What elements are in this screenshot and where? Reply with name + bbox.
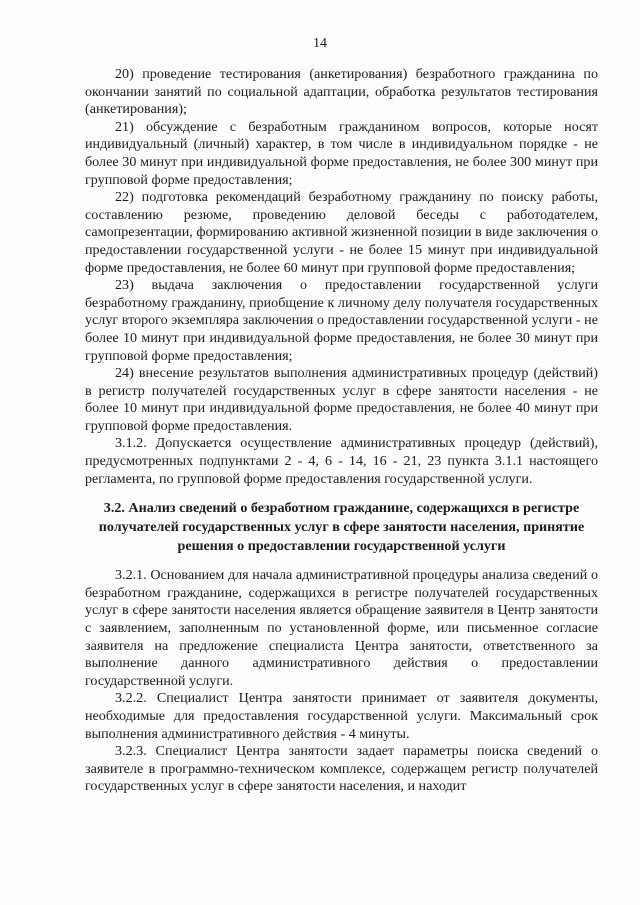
section-spacer — [85, 556, 598, 567]
section-spacer — [85, 488, 598, 499]
clause-3-2-2: 3.2.2. Специалист Центра занятости принимает от заявителя документы, необходимые для предоставления государственной услуги. Максимальный срок выполнения административного действия - 4 минуты. — [85, 690, 598, 742]
list-item-24: 24) внесение результатов выполнения административных процедур (действий) в регистр получателей государственных услуг в сфере занятости населения - не более 10 минут при индивидуальной форме предоставления, не более 40 минут при групповой форме предоставления. — [85, 365, 598, 434]
clause-3-2-3: 3.2.3. Специалист Центра занятости задает параметры поиска сведений о заявителе в программно-техническом комплексе, содержащем регистр получателей государственных услуг в сфере занятости населения, и находит — [85, 743, 598, 795]
section-heading: 3.2. Анализ сведений о безработном гражданине, содержащихся в регистре получателей государственных услуг в сфере занятости населения, принятие решения о предоставлении государственной услуги — [98, 500, 585, 555]
clause-3-2-1: 3.2.1. Основанием для начала административной процедуры анализа сведений о безработном гражданине, содержащихся в регистре получателей государственных услуг в сфере занятости населения является обращение заявителя в Центр занятости с заявлением, заполненным по установленной форме, или письменное согласие заявителя на предложение специалиста Центра занятости, ответственного за выполнение данного административного действия о предоставлении государственной услуги. — [85, 567, 598, 689]
list-item-22: 22) подготовка рекомендаций безработному гражданину по поиску работы, составлению резюме, проведению деловой беседы с работодателем, самопрезентации, формированию активной жизненной позиции в виде заключения о предоставлении государственной услуги - не более 15 минут при индивидуальной форме предоставления, не более 60 минут при групповой форме предоставления; — [85, 189, 598, 276]
page-number: 14 — [313, 36, 327, 51]
list-item-21: 21) обсуждение с безработным гражданином вопросов, которые носят индивидуальный (личный) характер, в том числе в индивидуальном порядке - не более 30 минут при индивидуальной форме предоставления, не более 300 минут при групповой форме предоставления; — [85, 118, 598, 188]
list-item-20: 20) проведение тестирования (анкетирования) безработного гражданина по окончании занятий по социальной адаптации, обработка результатов тестирования (анкетирования); — [85, 66, 598, 118]
page-content — [85, 66, 598, 796]
list-item-23: 23) выдача заключения о предоставлении государственной услуги безработному гражданину, приобщение к личному делу получателя государственных услуг второго экземпляра заключения о предоставлении государственной услуги - не более 10 минут при индивидуальной форме предоставления, не более 30 минут при групповой форме предоставления; — [85, 277, 598, 364]
clause-3-1-2: 3.1.2. Допускается осуществление административных процедур (действий), предусмотренных подпунктами 2 - 4, 6 - 14, 16 - 21, 23 пункта 3.1.1 настоящего регламента, по групповой форме предоставления государственной услуги. — [85, 435, 598, 487]
